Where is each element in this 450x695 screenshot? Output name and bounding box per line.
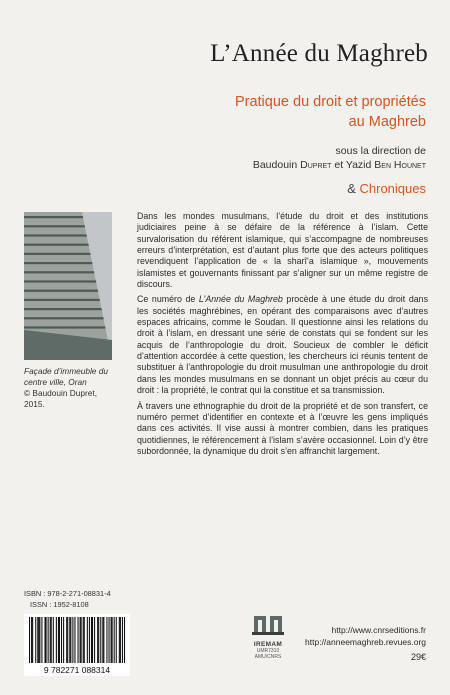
barcode-bar <box>98 617 99 663</box>
barcode-bar <box>32 617 33 663</box>
barcode-bar <box>78 617 79 663</box>
chroniques-ampersand: & <box>347 181 360 196</box>
chroniques-label: Chroniques <box>359 181 426 196</box>
barcode-digits: 9 782271 088314 <box>43 665 111 675</box>
caption-title: Façade d’immeuble du centre ville, Oran <box>24 366 108 387</box>
subtitle-line-2: au Maghreb <box>348 114 426 130</box>
barcode-bar <box>66 617 67 663</box>
logo-brand: IREMAM <box>253 641 283 648</box>
barcode-bar <box>61 617 62 663</box>
barcode-bar <box>46 617 47 663</box>
barcode-bar <box>120 617 121 663</box>
barcode-bar <box>97 617 98 663</box>
chroniques-heading <box>347 181 426 196</box>
barcode-bar <box>114 617 115 663</box>
barcode-bar <box>53 617 54 663</box>
facade-window-row <box>24 244 90 246</box>
barcode-bar <box>50 617 51 663</box>
barcode-bar <box>108 617 109 663</box>
facade-window-row <box>24 234 88 236</box>
barcode-bar <box>92 617 93 663</box>
subtitle-line-1: Pratique du droit et propriétés <box>234 94 426 110</box>
building-facade-image <box>24 212 112 360</box>
barcode-bar <box>63 617 64 663</box>
issn-text: ISSN : 1952-8108 <box>30 600 89 609</box>
barcode-bar <box>37 617 38 663</box>
facade-window-row <box>24 262 94 264</box>
isbn-block <box>24 588 111 610</box>
facade-window-row <box>24 216 84 218</box>
caption-text <box>24 366 119 388</box>
paragraph-2 <box>137 294 428 396</box>
logo-unit: UMR7310 <box>256 648 280 654</box>
barcode-bars <box>24 614 130 676</box>
p2-before: Ce numéro de <box>137 294 199 305</box>
photo-caption <box>24 366 119 410</box>
barcode-bar <box>124 617 125 663</box>
barcode <box>24 614 130 676</box>
barcode-bar <box>91 617 92 663</box>
barcode-bar <box>56 617 57 663</box>
facade-window-row <box>24 253 92 255</box>
barcode-bar <box>67 617 68 663</box>
back-cover-text <box>137 211 428 461</box>
barcode-bar <box>70 617 71 663</box>
barcode-bar <box>38 617 39 663</box>
barcode-bar <box>89 617 90 663</box>
barcode-bar <box>41 617 42 663</box>
barcode-bar <box>58 617 59 663</box>
barcode-bar <box>111 617 112 663</box>
barcode-bar <box>29 617 30 663</box>
barcode-bar <box>122 617 123 663</box>
barcode-bar <box>119 617 120 663</box>
editors-credit <box>253 144 426 172</box>
barcode-bar <box>69 617 70 663</box>
editor-2-last: Ben Hounet <box>374 159 426 171</box>
direction-intro: sous la direction de <box>335 145 426 157</box>
editor-2-first: Yazid <box>345 159 375 171</box>
price: 29€ <box>410 652 426 662</box>
paragraph-1: Dans les mondes musulmans, l’étude du droit et des institutions judiciaires peine à se défaire de la référence à l’islam. Cette survalorisation du référent islamique, qui s’accompagne de nombreuses erreurs d’interprétation, est d’autant plus forte que des acteurs politiques revendiquent l’application de « la sharî‘a islamique », mouvements islamistes et gouvernants finissant par s’aligner sur un même registre de discours. <box>137 211 428 290</box>
barcode-bar <box>112 617 113 663</box>
isbn-text: ISBN : 978-2-271-08831-4 <box>24 589 111 598</box>
facade-window-row <box>24 326 108 328</box>
facade-window-row <box>24 290 100 292</box>
barcode-bar <box>39 617 40 663</box>
book-subtitle <box>235 92 426 132</box>
barcode-bar <box>94 617 95 663</box>
facade-window-row <box>24 271 96 273</box>
barcode-bar <box>51 617 52 663</box>
paragraph-3: À travers une ethnographie du droit de la propriété et de son transfert, ce numéro permet d’identifier en contexte et à l’œuvre les gens impliqués dans ces activités. Il vise aussi à montrer combien, dans les pratiques quotidiennes, le référencement à l’islam s’avère occasionnel. Loin d’y être subordonnée, la dynamique du droit s’en affranchit largement. <box>137 400 428 456</box>
facade-window-row <box>24 299 102 301</box>
barcode-bar <box>35 617 36 663</box>
annee-maghreb-link[interactable]: http://anneemaghreb.revues.org <box>305 637 426 647</box>
p2-after: procède à une étude du droit dans les sociétés maghrébines, en opérant des comparaisons avec d’autres espaces africains, comme le Soudan. Il questionne ainsi les relations du droit à l’islam, en dressant une série de constats qui se fondent sur les acquis de l’anthropologie du droit. Soucieux de combler le déficit d’attention accordée à cette question, les chercheurs ici réunis tentent de substituer à l’anthropologie du droit musulman une anthropologie du droit dans les mondes musulmans en se donnant un objet précis au cœur du droit : la propriété, le contrat qui la constitue et sa transmission. <box>137 294 428 396</box>
logo-affil: AMU/CNRS <box>254 654 282 660</box>
barcode-bar <box>83 617 84 663</box>
cnrs-editions-link[interactable]: http://www.cnrseditions.fr <box>331 625 426 635</box>
barcode-bar <box>31 617 32 663</box>
barcode-bar <box>80 617 81 663</box>
website-links <box>305 624 426 648</box>
iremam-logo <box>248 610 288 666</box>
facade-window-row <box>24 225 86 227</box>
barcode-bar <box>48 617 49 663</box>
barcode-bar <box>72 617 73 663</box>
barcode-bar <box>102 617 103 663</box>
editors-names <box>253 158 426 172</box>
building-facade-photo <box>24 212 112 360</box>
facade-window-row <box>24 308 104 310</box>
editor-1-last: Dupret <box>300 159 332 171</box>
facade-window-row <box>24 280 98 282</box>
book-title: L’Année du Maghreb <box>210 40 428 67</box>
editors-and: et <box>331 159 346 171</box>
barcode-bar <box>87 617 88 663</box>
barcode-bar <box>106 617 107 663</box>
iremam-emblem-icon <box>250 610 286 636</box>
facade-window-row <box>24 317 106 319</box>
barcode-bar <box>100 617 101 663</box>
p2-journal-title: L’Année du Maghreb <box>198 294 283 305</box>
barcode-bar <box>44 617 45 663</box>
barcode-bar <box>103 617 104 663</box>
barcode-bar <box>74 617 75 663</box>
editor-1-first: Baudouin <box>252 159 301 171</box>
barcode-bar <box>84 617 85 663</box>
barcode-bar <box>116 617 117 663</box>
caption-credit: © Baudouin Dupret, 2015. <box>24 388 97 409</box>
barcode-bar <box>81 617 82 663</box>
barcode-bar <box>59 617 60 663</box>
